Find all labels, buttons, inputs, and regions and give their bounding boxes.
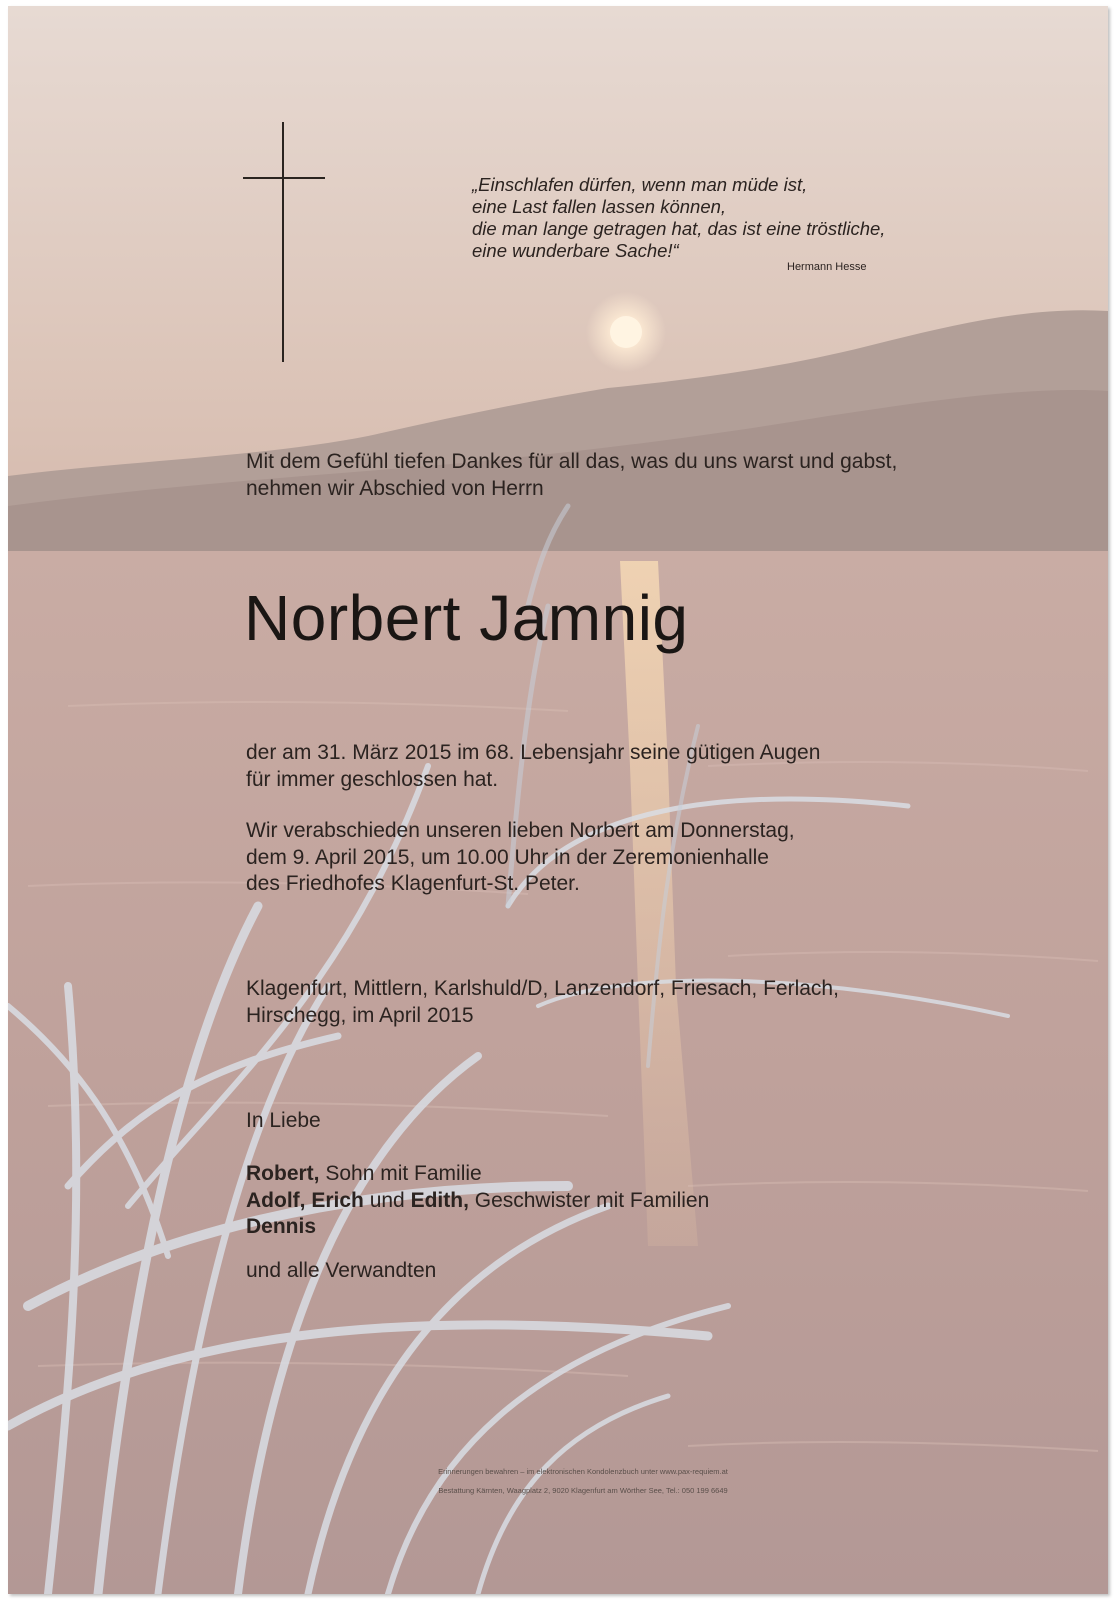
mourners-list bbox=[246, 1161, 1006, 1241]
mourner-name: Adolf, bbox=[246, 1188, 306, 1212]
quote-line: eine Last fallen lassen können, bbox=[472, 196, 727, 217]
intro-line: Mit dem Gefühl tiefen Dankes für all das, was du uns warst und gabst, bbox=[246, 450, 898, 473]
mourner-connector: und bbox=[363, 1188, 411, 1212]
relatives: und alle Verwandten bbox=[246, 1259, 437, 1282]
mourner-row bbox=[246, 1188, 1006, 1215]
mourner-relation: Geschwister mit Familien bbox=[468, 1188, 710, 1212]
farewell-line: dem 9. April 2015, um 10.00 Uhr in der Zeremonienhalle bbox=[246, 845, 769, 869]
intro-line: nehmen wir Abschied von Herrn bbox=[246, 477, 544, 500]
mourner-name: Dennis bbox=[246, 1215, 317, 1238]
quote-line: „Einschlafen dürfen, wenn man müde ist, bbox=[472, 174, 808, 195]
cross-icon bbox=[243, 122, 325, 362]
quote-author: Hermann Hesse bbox=[787, 261, 867, 273]
farewell-line: des Friedhofes Klagenfurt-St. Peter. bbox=[246, 872, 580, 895]
quote-line: eine wunderbare Sache!“ bbox=[472, 240, 679, 261]
farewell-line: Wir verabschieden unseren lieben Norbert am Donnerstag, bbox=[246, 819, 795, 842]
mourner-row bbox=[246, 1161, 1006, 1188]
footer-address: Bestattung Kärnten, Waagplatz 2, 9020 Klagenfurt am Wörther See, Tel.: 050 199 6649 bbox=[438, 1486, 728, 1495]
mourner-name: Erich bbox=[311, 1188, 364, 1212]
quote bbox=[472, 174, 952, 262]
places-text bbox=[246, 976, 1006, 1029]
mourner-relation: Sohn mit Familie bbox=[319, 1162, 482, 1185]
places-line: Hirschegg, im April 2015 bbox=[246, 1003, 474, 1027]
death-notice-line: der am 31. März 2015 im 68. Lebensjahr seine gütigen Augen bbox=[246, 741, 821, 764]
in-love: In Liebe bbox=[246, 1109, 321, 1132]
footer-condolence: Erinnerungen bewahren – im elektronischen Kondolenzbuch unter www.pax-requiem.at bbox=[438, 1467, 728, 1476]
deceased-name: Norbert Jamnig bbox=[244, 582, 689, 654]
mourner-name: Robert, bbox=[246, 1162, 320, 1185]
mourner-name: Edith, bbox=[410, 1188, 469, 1212]
farewell-text bbox=[246, 818, 1006, 898]
death-notice bbox=[246, 740, 1006, 793]
mourner-row bbox=[246, 1214, 1006, 1241]
places-line: Klagenfurt, Mittlern, Karlshuld/D, Lanzendorf, Friesach, Ferlach, bbox=[246, 977, 839, 1000]
death-notice-line: für immer geschlossen hat. bbox=[246, 767, 499, 791]
intro-text bbox=[246, 448, 1006, 502]
quote-line: die man lange getragen hat, das ist eine tröstliche, bbox=[472, 218, 886, 239]
